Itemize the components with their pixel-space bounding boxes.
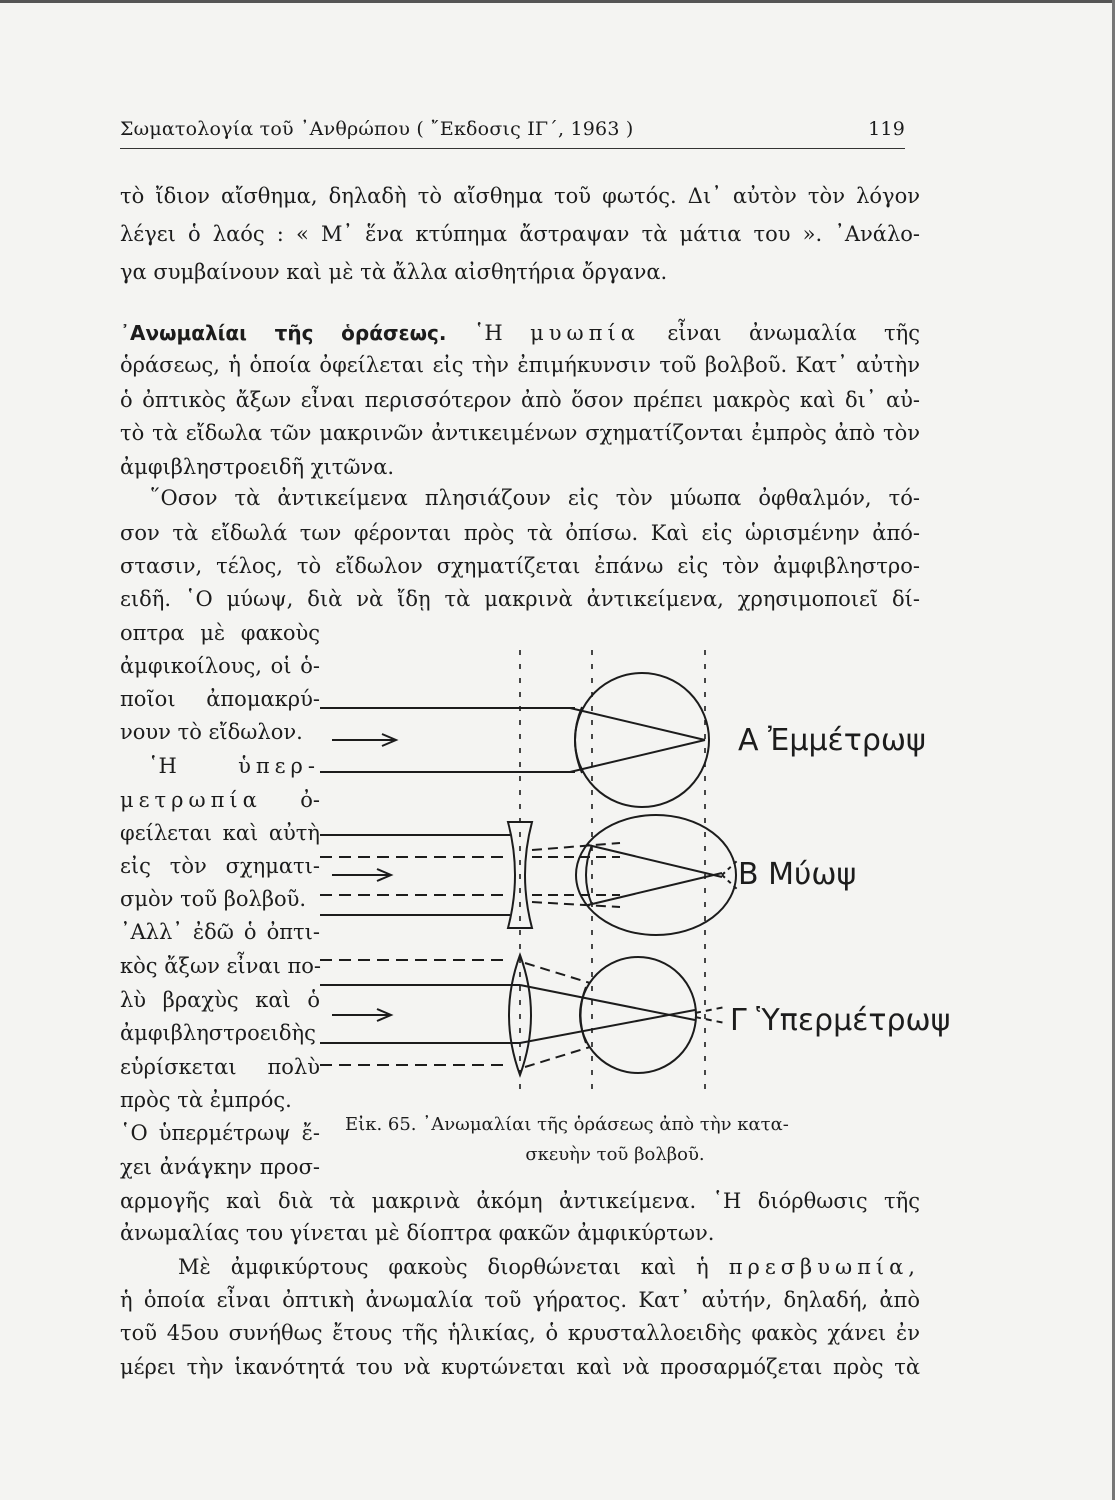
text-line: γα συμβαίνουν καὶ μὲ τὰ ἄλλα αἰσθητήρια ὄργανα. <box>120 260 668 284</box>
text-line: σμὸν τοῦ βολβοῦ. <box>120 887 307 911</box>
spaced-term: μετρωπία <box>120 788 262 812</box>
text-fragment: ῾Η <box>473 321 503 345</box>
text-fragment: Μὲ ἀμφικύρτους φακοὺς διορθώνεται καὶ ἡ <box>178 1255 709 1279</box>
text-line: ῾Ο ὑπερμέτρωψ ἔ- <box>120 1121 320 1145</box>
running-header <box>120 118 905 144</box>
section-first-line <box>120 318 920 348</box>
text-line: τοῦ 45ου συνήθως ἔτους τῆς ἡλικίας, ὁ κρυσταλλοειδὴς φακὸς χάνει ἐν <box>120 1321 920 1345</box>
text-fragment: εἶναι ἀνωμαλία τῆς <box>667 321 920 345</box>
spaced-term: πρεσβυωπία, <box>728 1255 920 1279</box>
text-line: στασιν, τέλος, τὸ εἴδωλον σχηματίζεται ἐπάνω εἰς τὸν ἀμφιβληστρο- <box>120 554 920 578</box>
text-line: χει ἀνάγκην προσ- <box>120 1155 320 1179</box>
spaced-term: μυωπία <box>530 321 640 345</box>
caption-line: σκευὴν τοῦ βολβοῦ. <box>525 1144 705 1165</box>
hypermetropia-line <box>120 785 320 815</box>
text-line: ἀμφιβληστροειδῆ χιτῶνα. <box>120 455 395 479</box>
text-line: ἀνωμαλίας του γίνεται μὲ δίοπτρα φακῶν ἀμφικύρτων. <box>120 1221 715 1245</box>
label-hypermetrope: Γ Ὑπερμέτρωψ <box>730 1003 951 1038</box>
text-line: μέρει τὴν ἱκανότητά του νὰ κυρτώνεται καὶ νὰ προσαρμόζεται πρὸς τὰ <box>120 1355 920 1379</box>
text-line: φείλεται καὶ αὐτὴ <box>120 821 320 845</box>
figure-caption <box>345 1110 885 1170</box>
hypermetropia-line <box>148 751 320 781</box>
hypermetrope-diagram <box>320 955 725 1075</box>
text-line: λέγει ὁ λαός : « Μ᾿ ἕνα κτύπημα ἄστραψαν τὰ μάτια του ». ᾿Ανάλο- <box>120 222 920 246</box>
text-line: οπτρα μὲ φακοὺς <box>120 621 320 645</box>
text-line: ἀμφιβληστροειδὴς <box>120 1021 316 1045</box>
text-line: τὸ τὰ εἴδωλα τῶν μακρινῶν ἀντικειμένων σχηματίζονται ἐμπρὸς ἀπὸ τὸν <box>120 421 920 445</box>
text-line: σον τὰ εἴδωλά των φέρονται πρὸς τὰ ὀπίσω. Καὶ εἰς ὡρισμένην ἀπό- <box>120 521 920 545</box>
myope-diagram <box>320 815 738 935</box>
text-line: ὁράσεως, ἡ ὁποία ὀφείλεται εἰς τὴν ἐπιμήκυνσιν τοῦ βολβοῦ. Κατ᾿ αὐτὴν <box>120 353 920 377</box>
text-line: ῞Οσον τὰ ἀντικείμενα πλησιάζουν εἰς τὸν μύωπα ὀφθαλμόν, τό- <box>150 486 920 510</box>
text-line: κὸς ἄξων εἶναι πο- <box>120 954 322 978</box>
text-fragment: ὀ- <box>300 788 320 812</box>
emmetrope-diagram <box>320 673 709 807</box>
spaced-term: ὑπερ- <box>238 754 320 778</box>
text-line: νουν τὸ εἴδωλον. <box>120 720 303 744</box>
text-line: εἰς τὸν σχηματι- <box>120 854 320 878</box>
text-line: εὑρίσκεται πολὺ <box>120 1055 320 1079</box>
figure-eye-anomalies <box>320 645 951 1105</box>
text-line: ειδῆ. ῾Ο μύωψ, διὰ νὰ ἴδῃ τὰ μακρινὰ ἀντικείμενα, χρησιμοποιεῖ δί- <box>120 587 920 611</box>
section-heading: ᾿Ανωμαλίαι τῆς ὁράσεως. <box>120 321 447 345</box>
header-rule <box>120 148 905 149</box>
text-line: πρὸς τὰ ἐμπρός. <box>120 1088 292 1112</box>
text-line: ποῖοι ἀπομακρύ- <box>120 687 320 711</box>
text-line: ᾿Αλλ᾿ ἐδῶ ὁ ὀπτι- <box>120 920 320 944</box>
label-emmetrope: A Ἐμμέτρωψ <box>738 723 926 758</box>
scan-edge <box>0 0 1115 3</box>
text-line: λὺ βραχὺς καὶ ὁ <box>120 988 320 1012</box>
text-line: ὁ ὀπτικὸς ἄξων εἶναι περισσότερον ἀπὸ ὅσον πρέπει μακρὸς καὶ δι᾿ αὐ- <box>120 388 920 412</box>
text-line: ἡ ὁποία εἶναι ὀπτικὴ ἀνωμαλία τοῦ γήρατος. Κατ᾿ αὐτήν, δηλαδή, ἀπὸ <box>120 1288 920 1312</box>
page-number: 119 <box>868 118 905 140</box>
book-title: Σωματολογία τοῦ ᾿Ανθρώπου ( ῎Εκδοσις ΙΓ΄, 1963 ) <box>120 118 634 140</box>
text-line: αρμογῆς καὶ διὰ τὰ μακρινὰ ἀκόμη ἀντικείμενα. ῾Η διόρθωσις τῆς <box>120 1189 920 1213</box>
presbyopia-first-line <box>178 1252 920 1282</box>
caption-line: Εἰκ. 65. ᾿Ανωμαλίαι τῆς ὁράσεως ἀπὸ τὴν κατα- <box>345 1114 789 1135</box>
label-myope: B Μύωψ <box>738 857 857 892</box>
text-line: τὸ ἴδιον αἴσθημα, δηλαδὴ τὸ αἴσθημα τοῦ φωτός. Δι᾿ αὐτὸν τὸν λόγον <box>120 184 920 208</box>
text-fragment: ῾Η <box>148 754 177 778</box>
text-line: ἀμφικοίλους, οἱ ὁ- <box>120 654 320 678</box>
